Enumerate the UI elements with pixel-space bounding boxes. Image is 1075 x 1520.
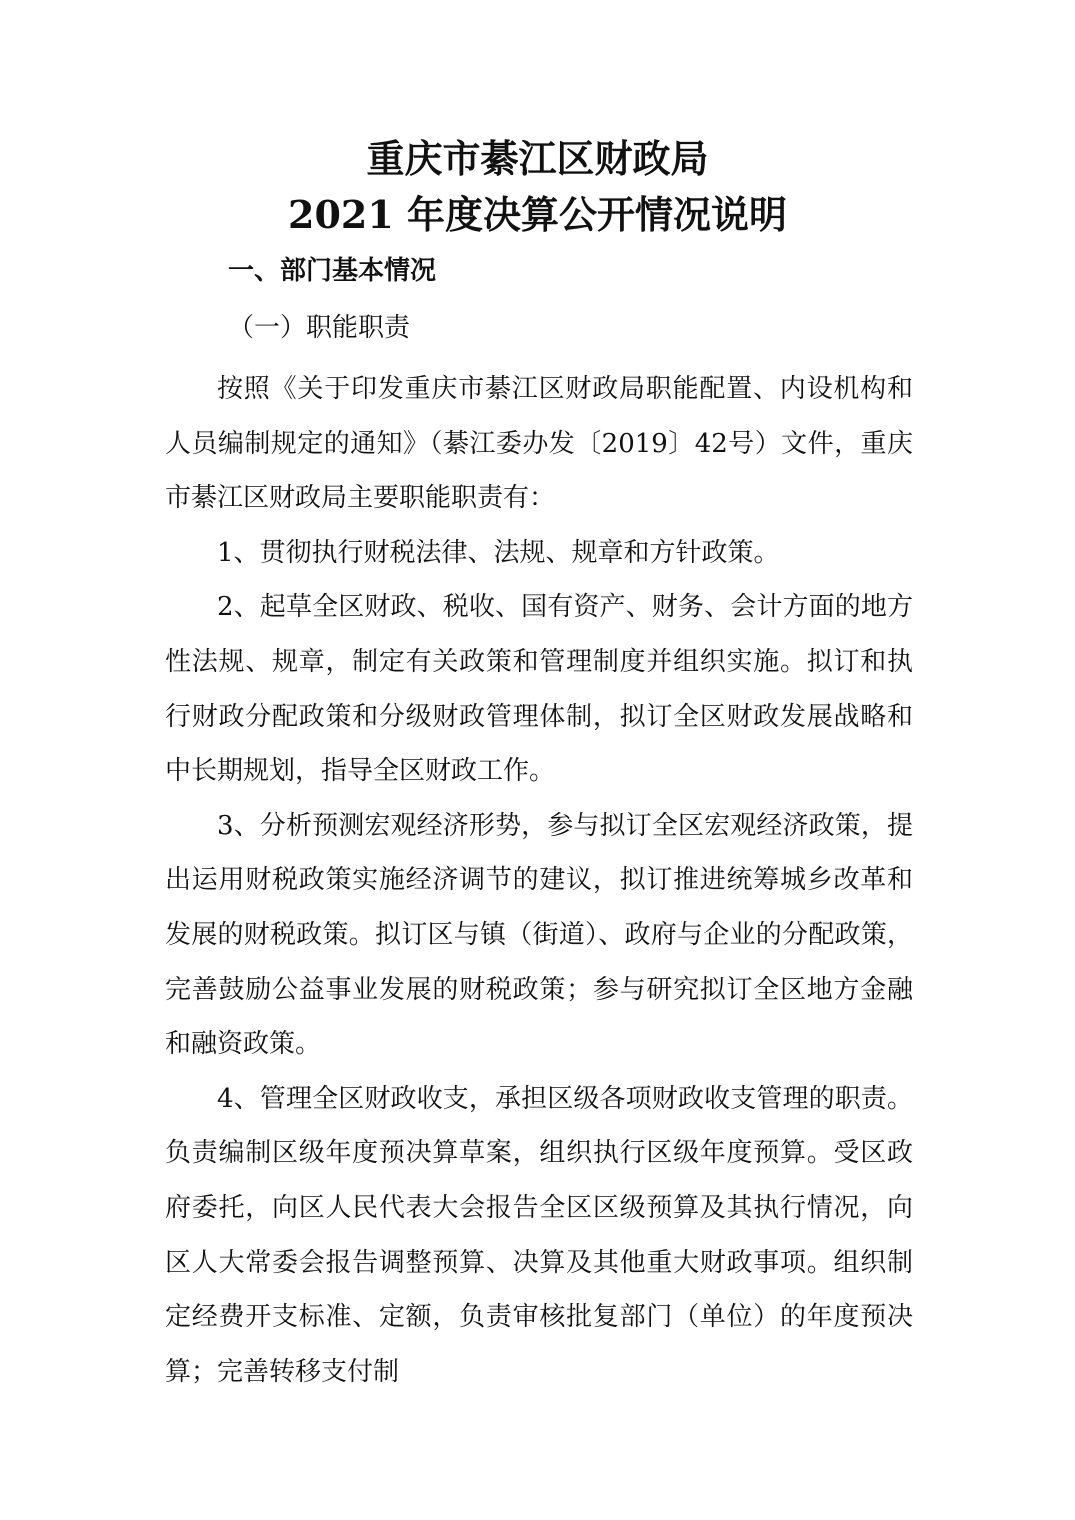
document-subtitle: 2021 年度决算公开情况说明	[288, 192, 787, 237]
subsection-heading: （一）职能职责	[228, 313, 411, 343]
section-heading: 一、部门基本情况	[228, 256, 437, 286]
document-body	[165, 362, 913, 1399]
paragraph-item-4: 4、管理全区财政收支，承担区级各项财政收支管理的职责。负责编制区级年度预决算草案，组织执行区级年度预算。受区政府委托，向区人民代表大会报告全区区级预算及其执行情况，向区人大常委会报告调整预算、决算及其他重大财政事项。组织制定经费开支标准、定额，负责审核批复部门（单位）的年度预决算；完善转移支付制	[165, 1083, 913, 1387]
paragraph-item-1: 1、贯彻执行财税法律、法规、规章和方针政策。	[217, 537, 780, 568]
paragraph-item-2: 2、起草全区财政、税收、国有资产、财务、会计方面的地方性法规、规章，制定有关政策和管理制度并组织实施。拟订和执行财政分配政策和分级财政管理体制，拟订全区财政发展战略和中长期规划，指导全区财政工作。	[165, 592, 913, 787]
document-title: 重庆市綦江区财政局	[366, 136, 709, 181]
paragraph-item-3: 3、分析预测宏观经济形势，参与拟订全区宏观经济政策，提出运用财税政策实施经济调节的建议，拟订推进统筹城乡改革和发展的财税政策。拟订区与镇（街道）、政府与企业的分配政策，完善鼓励公益事业发展的财税政策；参与研究拟订全区地方金融和融资政策。	[165, 810, 913, 1060]
paragraph-intro: 按照《关于印发重庆市綦江区财政局职能配置、内设机构和人员编制规定的通知》（綦江委办发〔2019〕42号）文件，重庆市綦江区财政局主要职能职责有：	[165, 374, 913, 514]
